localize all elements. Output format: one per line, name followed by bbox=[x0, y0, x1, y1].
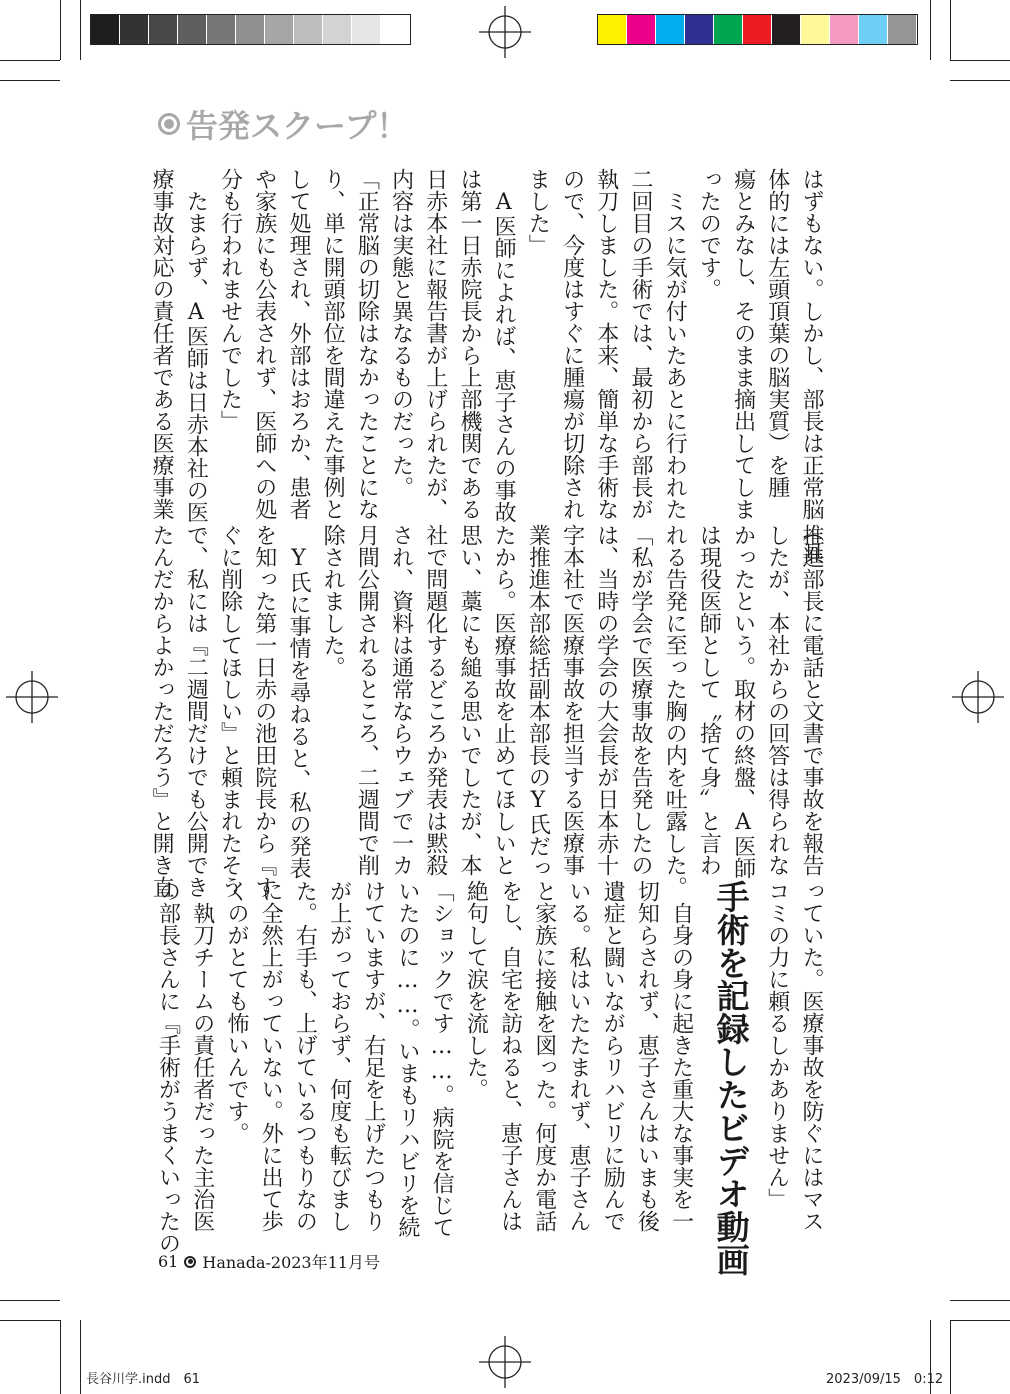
registration-mark-right bbox=[952, 671, 1004, 723]
text-line: ったのです。 bbox=[696, 168, 722, 300]
text-line: ました」 bbox=[525, 168, 551, 256]
text-line: して処理され、外部はおろか、患者 bbox=[285, 168, 311, 520]
text-line: の部長さんに『手術がうまくいったの bbox=[155, 880, 181, 1254]
text-line: は第一日赤院長から上部機関である bbox=[456, 168, 482, 520]
process-swatch bbox=[627, 15, 656, 44]
text-line: かったという。取材の終盤、A医師 bbox=[730, 524, 756, 879]
gray-swatch bbox=[207, 15, 236, 44]
text-line: 思い、藁にも縋る思いでしたが、本 bbox=[456, 524, 482, 876]
text-line: で、私には『二週間だけでも公開でき bbox=[183, 524, 209, 898]
text-line: したが、本社からの回答は得られな bbox=[764, 524, 790, 876]
gray-color-bar bbox=[90, 14, 411, 45]
text-line: に全然上がっていない。外に出て歩 bbox=[258, 880, 284, 1232]
text-line: いたのに……。いまもリハビリを続 bbox=[394, 880, 420, 1238]
process-swatch bbox=[598, 15, 627, 44]
text-line: を知った第一日赤の池田院長から『す bbox=[251, 524, 277, 898]
bullet-icon bbox=[184, 1256, 196, 1268]
text-line: 執刀チームの責任者だった主治医 bbox=[189, 880, 215, 1232]
text-line: され、資料は通常ならウェブで一カ bbox=[388, 524, 414, 876]
text-line: た。右手も、上げているつもりなの bbox=[292, 880, 318, 1232]
section-title: 告発スクープ！ bbox=[186, 107, 409, 145]
text-line: は現役医師として〝捨て身〟と言わ bbox=[696, 524, 722, 876]
text-line: はずもない。しかし、部長は正常脳（具 bbox=[799, 168, 824, 564]
text-line: けていますが、右足を上げたつもり bbox=[360, 880, 386, 1232]
gray-swatch bbox=[265, 15, 294, 44]
gray-swatch bbox=[149, 15, 178, 44]
text-line: 「ショックです……。病院を信じて bbox=[429, 880, 455, 1238]
process-swatch bbox=[685, 15, 714, 44]
text-line: 「正常脳の切除はなかったことにな bbox=[354, 168, 380, 520]
text-line: 内容は実態と異なるものだった。 bbox=[388, 168, 414, 498]
text-line: Y氏に事情を尋ねると、私の発表 bbox=[285, 524, 311, 879]
text-line: 切知らされず、恵子さんはいまも後 bbox=[634, 880, 660, 1232]
text-line: や家族にも公表されず、医師への処 bbox=[251, 168, 277, 520]
process-swatch bbox=[714, 15, 743, 44]
text-line: 字本社で医療事故を担当する医療事 bbox=[559, 524, 585, 876]
gray-swatch bbox=[294, 15, 323, 44]
text-line: 執刀しました。本来、簡単な手術な bbox=[593, 168, 619, 520]
text-line: 絶句して涙を流した。 bbox=[463, 880, 489, 1100]
text-line: 推進部長に電話と文書で事故を報告 bbox=[799, 524, 824, 876]
process-swatch bbox=[743, 15, 772, 44]
slug-timestamp: 2023/09/15 0:12 bbox=[826, 1372, 944, 1387]
process-color-bar bbox=[597, 14, 918, 45]
gray-swatch bbox=[352, 15, 381, 44]
gray-swatch bbox=[91, 15, 120, 44]
text-line: れる告発に至った胸の内を吐露した。 bbox=[662, 524, 688, 898]
process-swatch bbox=[656, 15, 685, 44]
text-line: 自身の身に起きた重大な事実を一 bbox=[668, 880, 694, 1232]
text-line: 遺症と闘いながらリハビリに励んで bbox=[600, 880, 626, 1232]
text-line: たから。医療事故を止めてほしいと bbox=[491, 524, 517, 876]
text-line: 除されました。 bbox=[320, 524, 346, 678]
text-line: 二回目の手術では、最初から部長が bbox=[627, 168, 653, 520]
registration-mark-top bbox=[479, 6, 531, 58]
subheading: 手術を記録したビデオ動画 bbox=[711, 880, 751, 1276]
text-line: ので、今度はすぐに腫瘍が切除され bbox=[559, 168, 585, 520]
text-line: 日赤本社に報告書が上げられたが、 bbox=[422, 168, 448, 520]
text-line: コミの力に頼るしかありません」 bbox=[764, 880, 790, 1210]
text-line: 業推進本部総括副本部長のY氏だっ bbox=[525, 524, 551, 879]
registration-mark-left bbox=[6, 671, 58, 723]
text-line: たんだからよかっただろう』と開き直 bbox=[149, 524, 175, 898]
text-line: くのがとても怖いんです。 bbox=[223, 880, 249, 1144]
article-text-middle bbox=[149, 524, 828, 898]
text-line: 体的には左頭頂葉の脳実質）を腫 bbox=[764, 168, 790, 498]
text-line: ぐに削除してほしい』と頼まれたそう bbox=[217, 524, 243, 898]
process-swatch bbox=[772, 15, 801, 44]
text-line: ミスに気が付いたあとに行われた bbox=[662, 168, 688, 520]
slug-file: 長谷川学.indd 61 bbox=[86, 1372, 201, 1387]
magazine-issue: Hanada-2023年11月号 bbox=[202, 1253, 380, 1272]
gray-swatch bbox=[323, 15, 352, 44]
text-line: り、単に開頭部位を間違えた事例と bbox=[320, 168, 346, 520]
gray-swatch bbox=[178, 15, 207, 44]
process-swatch bbox=[888, 15, 917, 44]
text-line: が上がっておらず、何度も転びまし bbox=[326, 880, 352, 1232]
page-footer bbox=[158, 1250, 380, 1273]
text-line: A医師によれば、恵子さんの事故 bbox=[491, 168, 517, 523]
text-line: いる。私はいたたまれず、恵子さん bbox=[565, 880, 591, 1232]
section-header bbox=[158, 102, 408, 146]
gray-swatch bbox=[120, 15, 149, 44]
bullet-icon bbox=[158, 113, 180, 135]
registration-mark-bottom bbox=[479, 1336, 531, 1388]
text-line: は、当時の学会の大会長が日本赤十 bbox=[593, 524, 619, 876]
article-text-top bbox=[149, 168, 828, 564]
text-line: 療事故対応の責任者である医療事業 bbox=[149, 168, 175, 520]
page-number: 61 bbox=[158, 1252, 179, 1271]
process-swatch bbox=[859, 15, 888, 44]
gray-swatch bbox=[381, 15, 410, 44]
text-line: 社で問題化するどころか発表は黙殺 bbox=[422, 524, 448, 876]
text-line: 「私が学会で医療事故を告発したの bbox=[627, 524, 653, 876]
process-swatch bbox=[830, 15, 859, 44]
text-line: っていた。医療事故を防ぐにはマス bbox=[799, 880, 824, 1232]
text-line: と家族に接触を図った。何度か電話 bbox=[531, 880, 557, 1232]
text-line: たまらず、A医師は日赤本社の医 bbox=[183, 168, 209, 523]
text-line: 分も行われませんでした」 bbox=[217, 168, 243, 432]
text-line: 月間公開されるところ、二週間で削 bbox=[354, 524, 380, 876]
gray-swatch bbox=[236, 15, 265, 44]
process-swatch bbox=[801, 15, 830, 44]
text-line: 瘍とみなし、そのまま摘出してしま bbox=[730, 168, 756, 520]
text-line: をし、自宅を訪ねると、恵子さんは bbox=[497, 880, 523, 1232]
